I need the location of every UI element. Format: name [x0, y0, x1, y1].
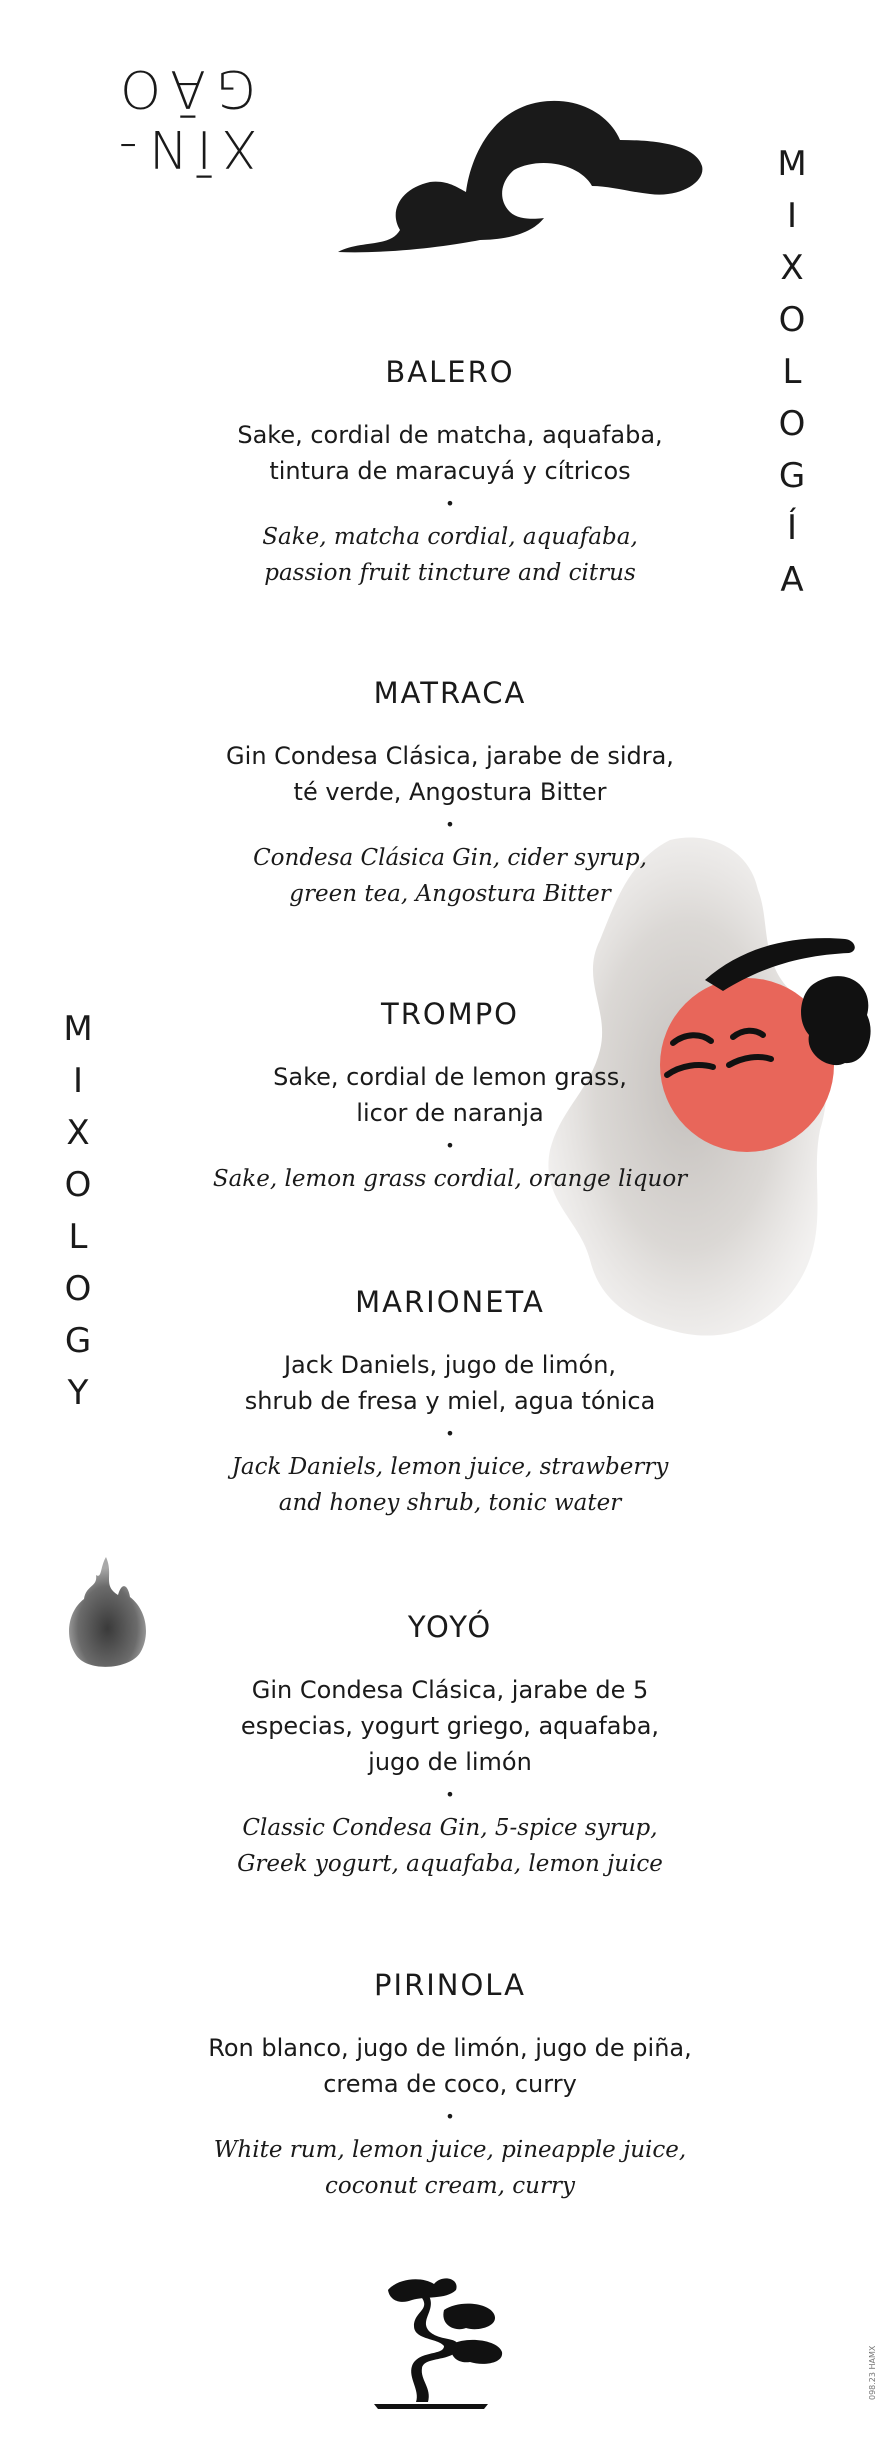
side-title-letter: O [778, 300, 806, 340]
side-title-letter: O [778, 404, 806, 444]
cloud-illustration [330, 90, 710, 260]
side-title-letter: Y [67, 1373, 89, 1413]
drink-description-es: Jack Daniels, jugo de limón, shrub de fresa y miel, agua tónica [244, 1351, 656, 1415]
side-title-letter: M [777, 144, 807, 184]
ink-flame-illustration [62, 1555, 152, 1675]
side-title-letter: I [72, 1061, 84, 1101]
side-title-letter: O [64, 1269, 92, 1309]
side-title-letter: Í [786, 508, 798, 548]
drink-name: TROMPO [380, 997, 520, 1031]
drink-item [150, 1285, 750, 1521]
drink-name: MATRACA [373, 676, 527, 710]
brand-logo [48, 58, 318, 178]
drink-description-en: Sake, matcha cordial, aquafaba, passion fruit tincture and citrus [262, 524, 638, 586]
drink-name: MARIONETA [355, 1285, 545, 1319]
drink-name: PIRINOLA [374, 1968, 526, 2002]
drink-name: YOYÓ [407, 1610, 493, 1644]
drink-description-es: Ron blanco, jugo de limón, jugo de piña, crema de coco, curry [208, 2034, 692, 2098]
drink-item [150, 355, 750, 591]
drink-description-es: Gin Condesa Clásica, jarabe de sidra, té verde, Angostura Bitter [226, 742, 674, 806]
side-title-letter: I [786, 196, 798, 236]
drink-description-es: Sake, cordial de matcha, aquafaba, tintura de maracuyá y cítricos [237, 421, 663, 485]
drink-item [150, 1968, 750, 2204]
side-title-letter: G [64, 1321, 92, 1361]
separator-dot: • [445, 1785, 455, 1804]
side-title-letter: L [68, 1217, 88, 1257]
side-title-letter: X [780, 248, 804, 288]
separator-dot: • [445, 1136, 455, 1155]
side-title-mixology [56, 1003, 100, 1419]
drink-description-en: White rum, lemon juice, pineapple juice, coconut cream, curry [213, 2137, 687, 2199]
drink-item [150, 1610, 750, 1882]
drink-description-en: Condesa Clásica Gin, cider syrup, green tea, Angostura Bitter [253, 845, 647, 907]
drink-name: BALERO [385, 355, 515, 389]
side-title-mixologia [770, 138, 814, 606]
side-title-letter: X [66, 1113, 90, 1153]
side-title-letter: M [63, 1009, 93, 1049]
separator-dot: • [445, 2107, 455, 2126]
side-title-letter: L [782, 352, 802, 392]
side-title-letter: O [64, 1165, 92, 1205]
drink-description-es: Sake, cordial de lemon grass, licor de naranja [273, 1063, 627, 1127]
drink-description-es: Gin Condesa Clásica, jarabe de 5 especias, yogurt griego, aquafaba, jugo de limón [240, 1676, 660, 1776]
drink-item [150, 997, 750, 1197]
drink-description-en: Sake, lemon grass cordial, orange liquor [212, 1166, 688, 1192]
side-title-letter: G [778, 456, 806, 496]
side-title-letter: A [780, 560, 804, 600]
brand-logo-text: XĪN-GĀO [108, 58, 258, 178]
drink-description-en: Jack Daniels, lemon juice, strawberry and honey shrub, tonic water [231, 1454, 669, 1516]
separator-dot: • [445, 1424, 455, 1443]
separator-dot: • [445, 815, 455, 834]
drink-description-en: Classic Condesa Gin, 5-spice syrup, Greek yogurt, aquafaba, lemon juice [237, 1815, 663, 1877]
footer-code: 098.23 HAMX [868, 2345, 877, 2400]
bonsai-tree-illustration [368, 2270, 508, 2410]
drink-item [150, 676, 750, 912]
separator-dot: • [445, 494, 455, 513]
